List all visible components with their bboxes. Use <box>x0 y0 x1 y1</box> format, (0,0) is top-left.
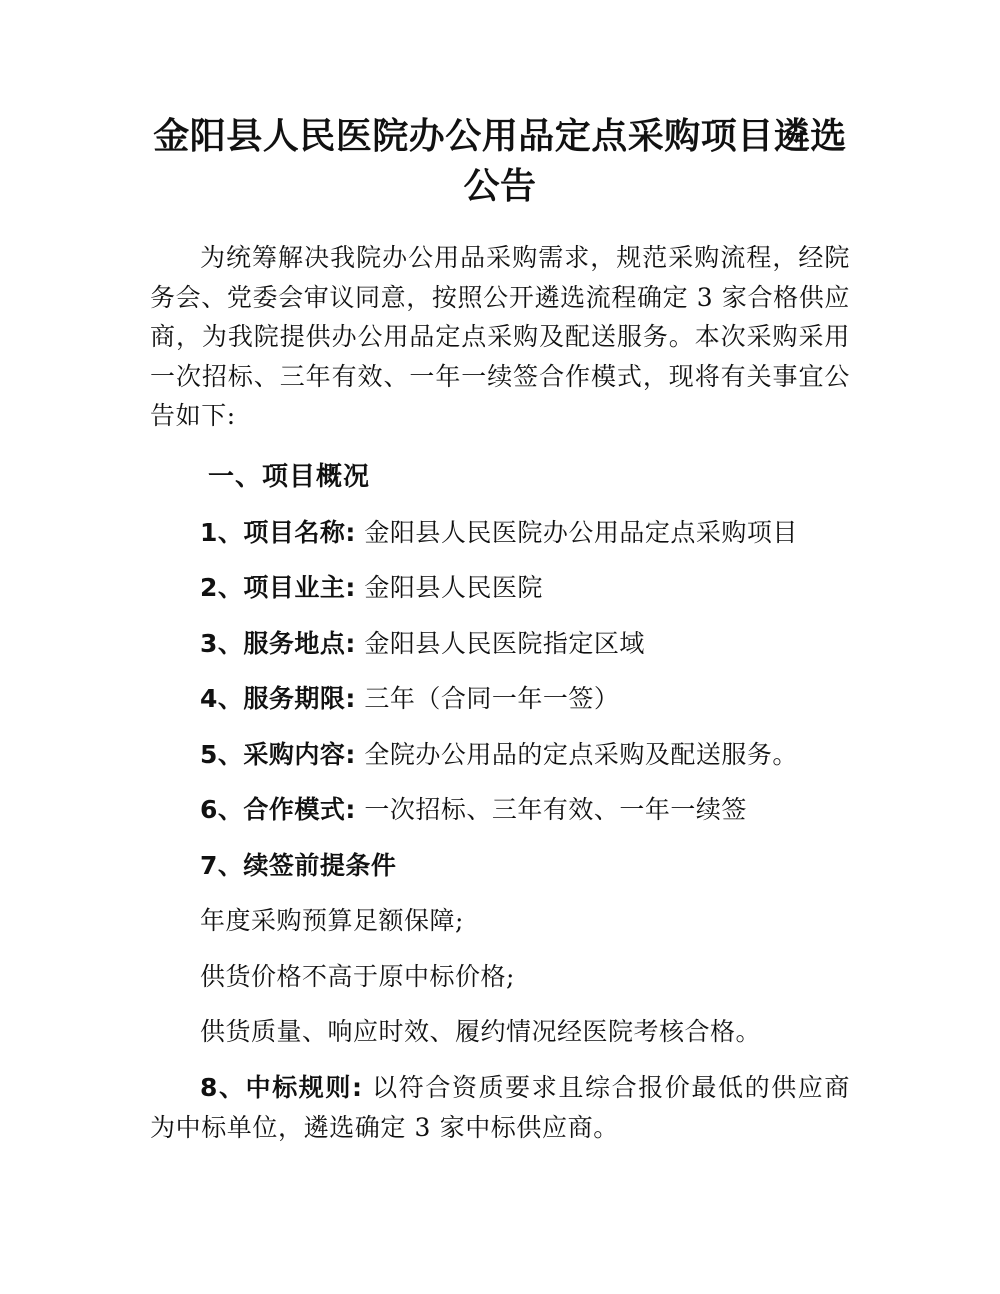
condition-price: 供货价格不高于原中标价格; <box>200 961 515 991</box>
document-page <box>150 112 850 1148</box>
item-service-period <box>150 679 850 719</box>
item-procurement-content <box>150 735 850 775</box>
item-cooperation-mode <box>150 790 850 830</box>
document-title <box>140 112 860 212</box>
item-renewal-conditions <box>150 846 850 886</box>
section-heading-project-overview: 一、项目概况 <box>208 461 371 492</box>
item-value: 金阳县人民医院指定区域 <box>364 628 645 658</box>
item-label: 7、续签前提条件 <box>200 850 397 880</box>
condition-quality: 供货质量、响应时效、履约情况经医院考核合格。 <box>200 1017 762 1046</box>
item-project-owner <box>150 568 850 608</box>
condition-budget: 年度采购预算足额保障; <box>200 906 464 935</box>
item-label: 4、服务期限: <box>200 684 356 713</box>
item-label: 1、项目名称: <box>200 517 356 547</box>
item-label: 8、中标规则: <box>200 1072 363 1102</box>
intro-paragraph: 为统筹解决我院办公用品采购需求，规范采购流程，经院务会、党委会审议同意，按照公开遴选流程确定 3 家合格供应商，为我院提供办公用品定点采购及配送服务。本次采购采用一次招标、三年有效、一年一续签合作模式，现将有关事宜公告如下: <box>150 243 850 430</box>
title-line-1: 金阳县人民医院办公用品定点采购项目遴选 <box>153 116 847 157</box>
item-value: 三年（合同一年一签） <box>364 684 620 713</box>
item-value: 全院办公用品的定点采购及配送服务。 <box>364 739 798 769</box>
item-value: 一次招标、三年有效、一年一续签 <box>364 795 747 824</box>
item-project-name <box>150 513 850 553</box>
item-label: 2、项目业主: <box>200 573 356 602</box>
item-value: 以符合资质要求且综合报价最低的供应商为中标单位，遴选确定 3 家中标供应商。 <box>150 1072 851 1142</box>
item-label: 3、服务地点: <box>200 628 356 658</box>
item-award-rules <box>150 1068 850 1148</box>
item-value: 金阳县人民医院办公用品定点采购项目 <box>364 517 798 547</box>
item-service-location <box>150 624 850 664</box>
item-label: 5、采购内容: <box>200 739 356 769</box>
item-label: 6、合作模式: <box>200 795 356 824</box>
item-value: 金阳县人民医院 <box>364 573 543 602</box>
title-line-2: 公告 <box>463 166 537 207</box>
